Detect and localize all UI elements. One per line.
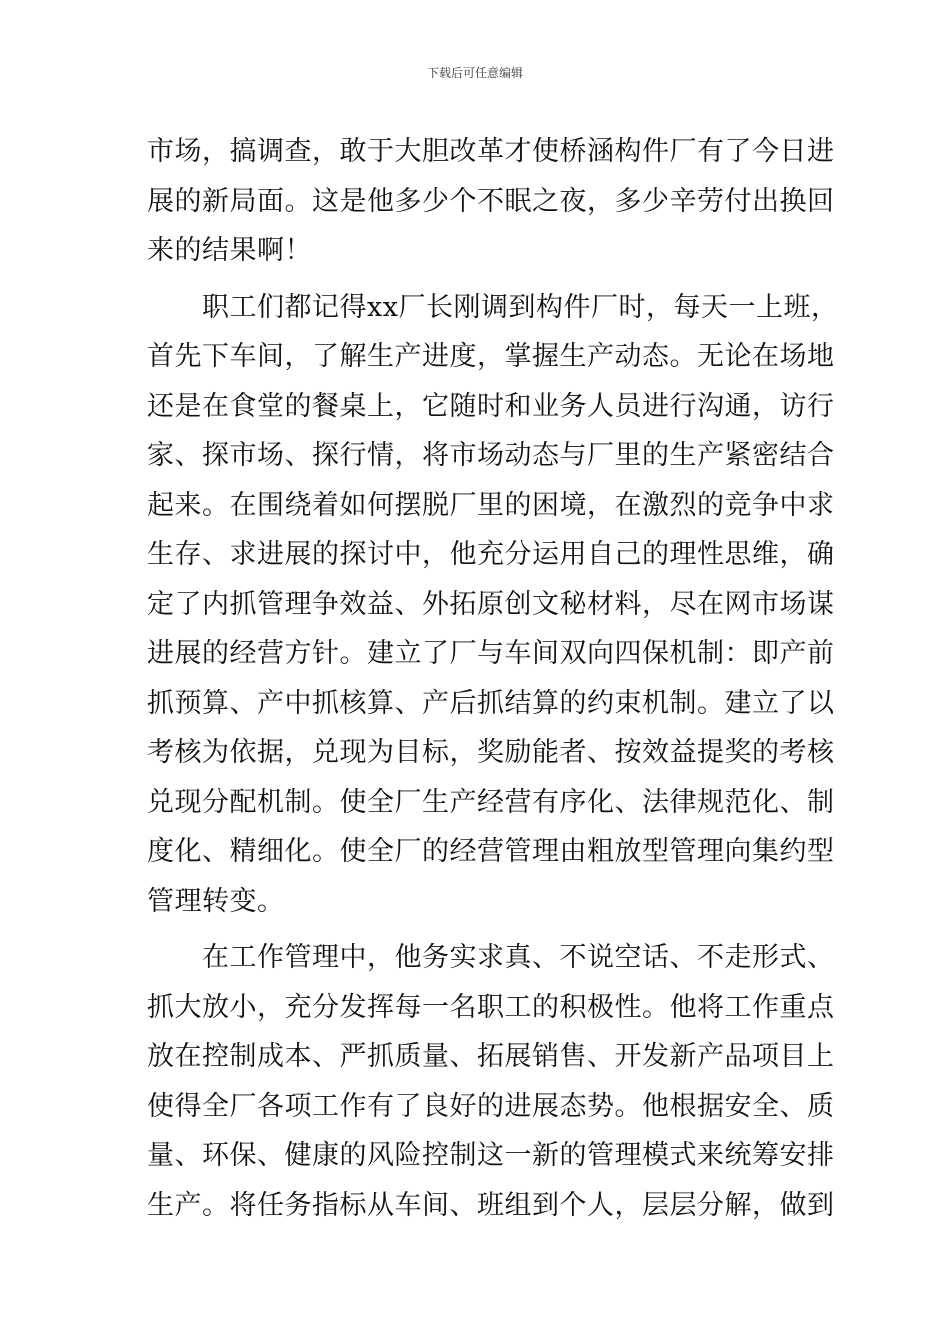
text-line: 定了内抓管理争效益、外拓原创文秘材料，尽在网市场谋 (147, 588, 835, 620)
text-line: 起来。在围绕着如何摆脱厂里的困境，在激烈的竞争中求 (147, 489, 835, 521)
text-line: 考核为依据，兑现为目标，奖励能者、按效益提奖的考核 (147, 737, 835, 768)
text-line: 进展的经营方针。建立了厂与车间双向四保机制：即产前 (147, 638, 835, 669)
text-line: 还是在食堂的餐桌上，它随时和业务人员进行沟通，访行 (147, 390, 835, 422)
text-line: 来的结果啊！ (147, 235, 312, 266)
text-line: 使得全厂各项工作有了良好的进展态势。他根据安全、质 (147, 1090, 835, 1122)
text-line: 兑现分配机制。使全厂生产经营有序化、法律规范化、制 (147, 786, 835, 818)
text-line: 抓预算、产中抓核算、产后抓结算的约束机制。建立了以 (147, 687, 835, 719)
text-line: 展的新局面。这是他多少个不眠之夜，多少辛劳付出换回 (147, 185, 835, 217)
text-line: 抓大放小，充分发挥每一名职工的积极性。他将工作重点 (147, 991, 835, 1023)
page-header: 下载后可任意编辑 (426, 66, 523, 80)
text-line: 首先下车间，了解生产进度，掌握生产动态。无论在场地 (147, 341, 835, 372)
text-line: 管理转变。 (147, 885, 285, 917)
text-line: 市场，搞调查，敢于大胆改革才使桥涵构件厂有了今日进 (147, 136, 835, 167)
text-line: 放在控制成本、严抓质量、拓展销售、开发新产品项目上 (147, 1041, 835, 1072)
text-line: 职工们都记得xx厂长刚调到构件厂时，每天一上班， (147, 291, 839, 323)
paragraph-gap (147, 276, 807, 283)
text-line: 度化、精细化。使全厂的经营管理由粗放型管理向集约型 (147, 836, 835, 867)
paragraph-gap (147, 926, 807, 933)
text-line: 家、探市场、探行情，将市场动态与厂里的生产紧密结合 (147, 440, 835, 471)
text-line: 生存、求进展的探讨中，他充分运用自己的理性思维，确 (147, 539, 835, 570)
text-line: 量、环保、健康的风险控制这一新的管理模式来统筹安排 (147, 1140, 835, 1171)
text-line: 在工作管理中，他务实求真、不说空话、不走形式、 (147, 942, 835, 973)
text-line: 生产。将任务指标从车间、班组到个人，层层分解，做到 (147, 1189, 835, 1221)
document-body (147, 127, 839, 1230)
